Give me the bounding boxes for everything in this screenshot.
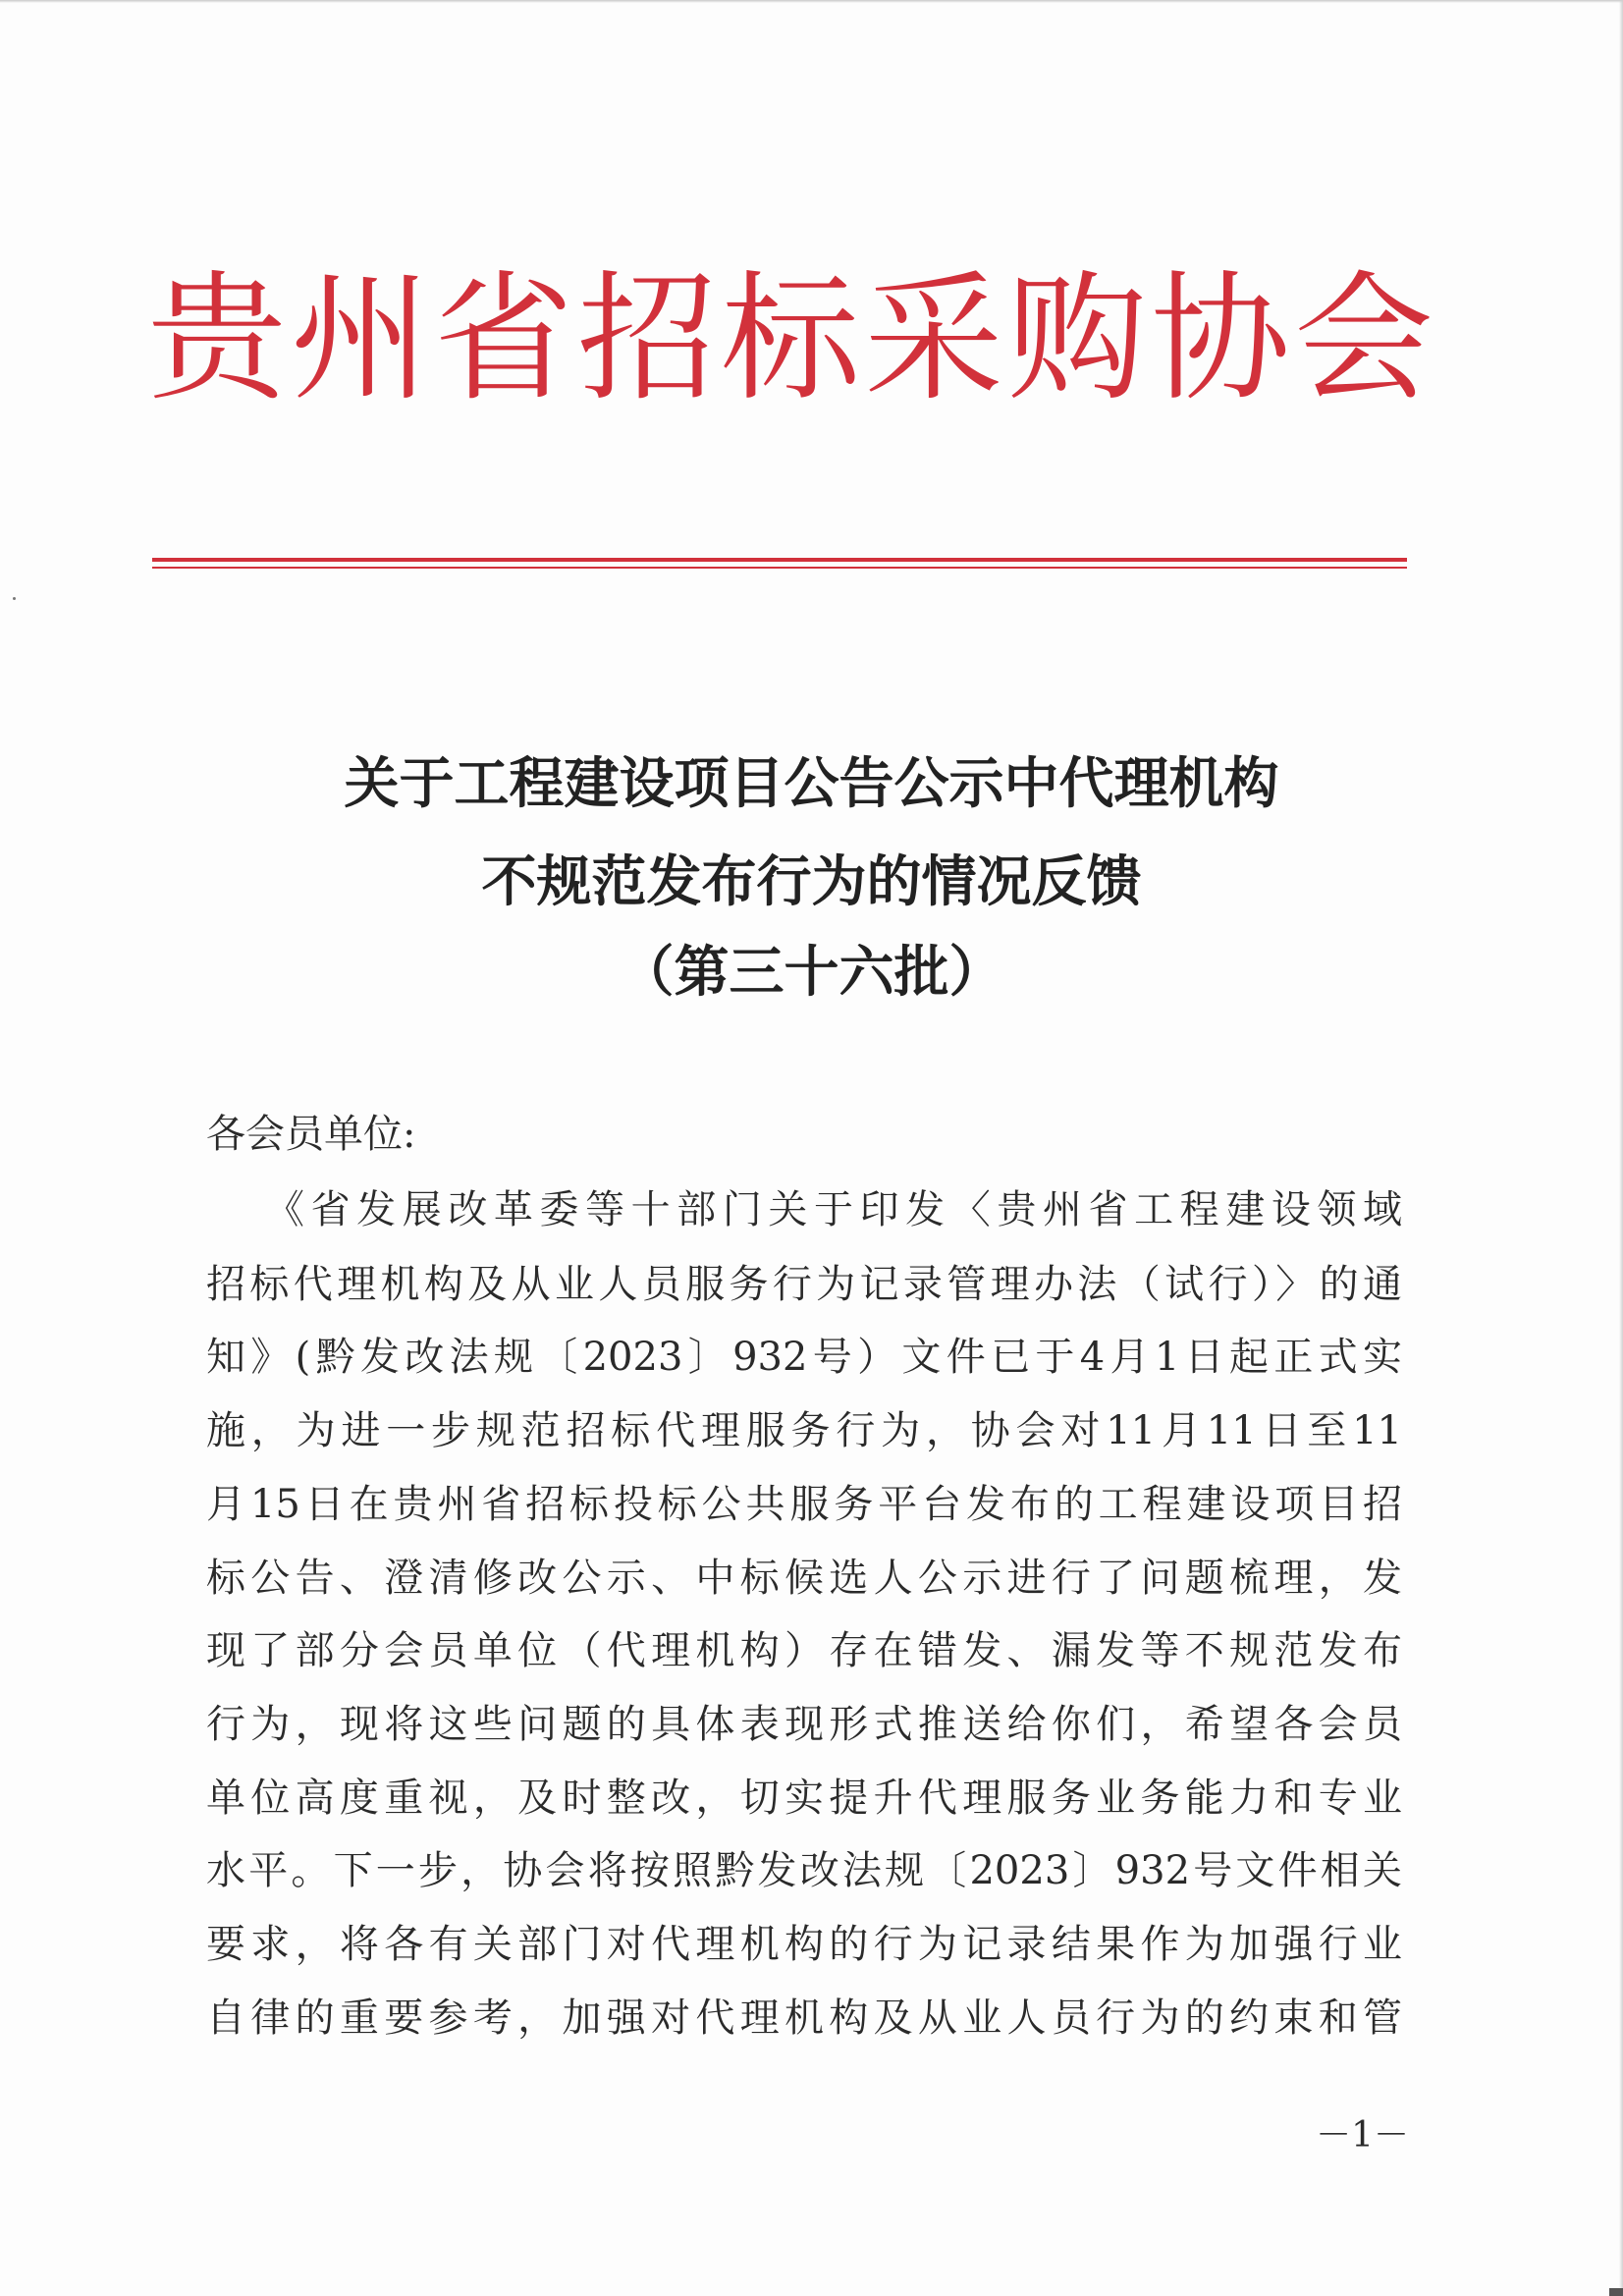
body-line: 单位高度重视，及时整改，切实提升代理服务业务能力和专业	[206, 1776, 1402, 1821]
body-line: 月15日在贵州省招标投标公共服务平台发布的工程建设项目招	[206, 1482, 1402, 1527]
letterhead-organization-name: 贵州省招标采购协会	[147, 258, 1437, 420]
letterhead-red-rule-thin	[152, 567, 1407, 569]
body-line: 水平。下一步，协会将按照黔发改法规〔2023〕932号文件相关	[206, 1848, 1402, 1893]
scan-edge-top	[0, 0, 1623, 3]
body-line: 行为，现将这些问题的具体表现形式推送给你们，希望各会员	[206, 1702, 1402, 1747]
body-line: 招标代理机构及从业人员服务行为记录管理办法（试行）〉的通	[206, 1262, 1402, 1307]
document-title-line-1: 关于工程建设项目公告公示中代理机构	[344, 751, 1279, 816]
document-title-line-3: （第三十六批）	[619, 940, 1004, 1005]
salutation: 各会员单位:	[206, 1112, 416, 1157]
scan-corner-mark	[1609, 2288, 1623, 2296]
page-number: －1－	[1316, 2115, 1409, 2156]
body-line: 知》(黔发改法规〔2023〕932号）文件已于4月1日起正式实	[206, 1335, 1402, 1380]
body-line: 《省发展改革委等十部门关于印发〈贵州省工程建设领域	[265, 1187, 1402, 1232]
body-line: 标公告、澄清修改公示、中标候选人公示进行了问题梳理，发	[206, 1556, 1402, 1601]
document-title-line-2: 不规范发布行为的情况反馈	[481, 849, 1142, 914]
letterhead-red-rule-thick	[152, 558, 1407, 562]
scan-edge-right	[1619, 0, 1623, 2296]
body-line: 施，为进一步规范招标代理服务行为，协会对11月11日至11	[206, 1408, 1402, 1453]
body-line: 要求，将各有关部门对代理机构的行为记录结果作为加强行业	[206, 1922, 1402, 1967]
scan-speck	[13, 597, 16, 600]
body-line: 自律的重要参考，加强对代理机构及从业人员行为的约束和管	[206, 1995, 1402, 2041]
body-line: 现了部分会员单位（代理机构）存在错发、漏发等不规范发布	[206, 1628, 1402, 1673]
